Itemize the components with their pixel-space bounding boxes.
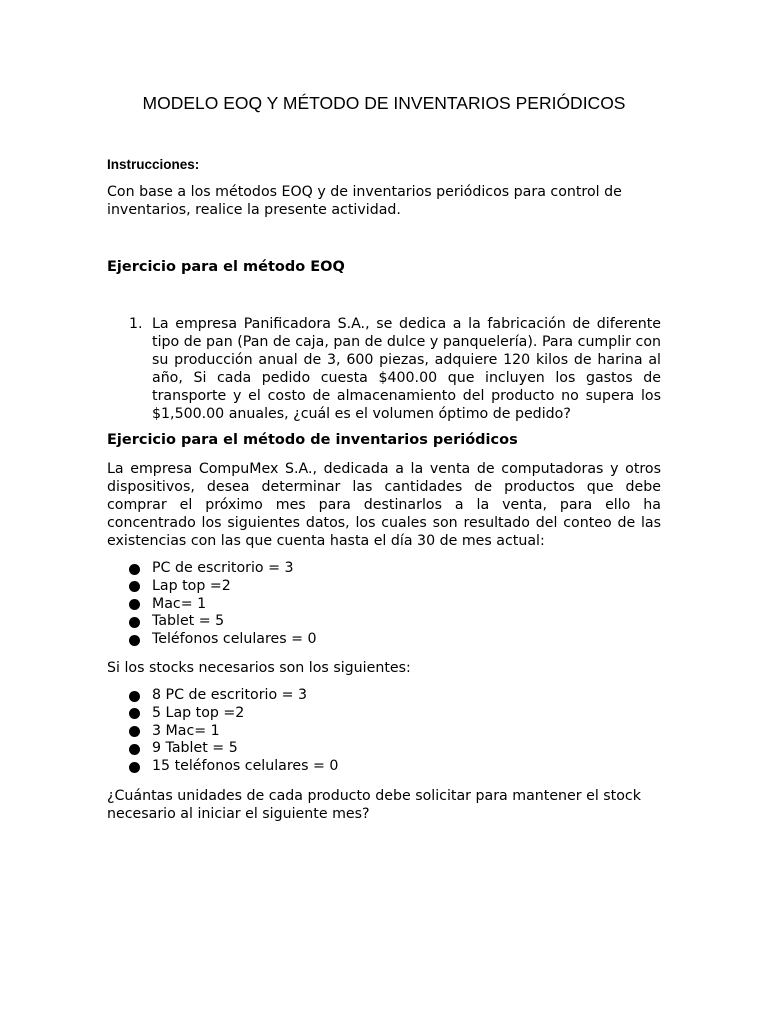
eoq-heading: Ejercicio para el método EOQ <box>107 259 345 275</box>
bullet-icon <box>129 762 140 773</box>
list-item: Lap top =2 <box>107 578 661 596</box>
list-item: Teléfonos celulares = 0 <box>107 631 661 649</box>
list-item: 5 Lap top =2 <box>107 705 661 723</box>
bullet-icon <box>129 581 140 592</box>
final-question: ¿Cuántas unidades de cada producto debe solicitar para mantener el stock necesario al iniciar el siguiente mes? <box>107 788 641 822</box>
bullet-icon <box>129 708 140 719</box>
bullet-icon <box>129 617 140 628</box>
periodic-heading: Ejercicio para el método de inventarios periódicos <box>107 432 518 448</box>
page-title: MODELO EOQ Y MÉTODO DE INVENTARIOS PERIÓDICOS <box>142 93 626 113</box>
list-number: 1. <box>129 316 143 332</box>
bullet-icon <box>129 726 140 737</box>
list-item: 3 Mac= 1 <box>107 723 661 741</box>
bullet-icon <box>129 744 140 755</box>
required-stock-intro: Si los stocks necesarios son los siguientes: <box>107 660 411 676</box>
periodic-intro-text: La empresa CompuMex S.A., dedicada a la venta de computadoras y otros dispositivos, desea determinar las cantidades de productos que debe comprar el próximo mes para destinarlos a la venta, para ello ha concentrado los siguientes datos, los cuales son resultado del conteo de las existencias con las que cuenta hasta el día 30 de mes actual: <box>107 461 661 549</box>
bullet-icon <box>129 599 140 610</box>
eoq-exercise-item <box>107 315 661 423</box>
list-item: PC de escritorio = 3 <box>107 560 661 578</box>
list-item: Mac= 1 <box>107 596 661 614</box>
list-item: Tablet = 5 <box>107 613 661 631</box>
list-item: 8 PC de escritorio = 3 <box>107 687 661 705</box>
instructions-label: Instrucciones: <box>107 157 200 172</box>
current-stock-list <box>107 560 661 649</box>
bullet-icon <box>129 691 140 702</box>
list-item: 9 Tablet = 5 <box>107 740 661 758</box>
bullet-icon <box>129 564 140 575</box>
required-stock-list <box>107 687 661 776</box>
list-item: 15 teléfonos celulares = 0 <box>107 758 661 776</box>
instructions-text: Con base a los métodos EOQ y de inventarios periódicos para control de inventarios, realice la presente actividad. <box>107 184 622 218</box>
bullet-icon <box>129 635 140 646</box>
eoq-exercise-text: La empresa Panificadora S.A., se dedica a la fabricación de diferente tipo de pan (Pan de caja, pan de dulce y panquelería). Para cumplir con su producción anual de 3, 600 piezas, adquiere 120 kilos de harina al año, Si cada pedido cuesta $400.00 que incluyen los gastos de transporte y el costo de almacenamiento del producto no supera los $1,500.00 anuales, ¿cuál es el volumen óptimo de pedido? <box>152 316 661 422</box>
